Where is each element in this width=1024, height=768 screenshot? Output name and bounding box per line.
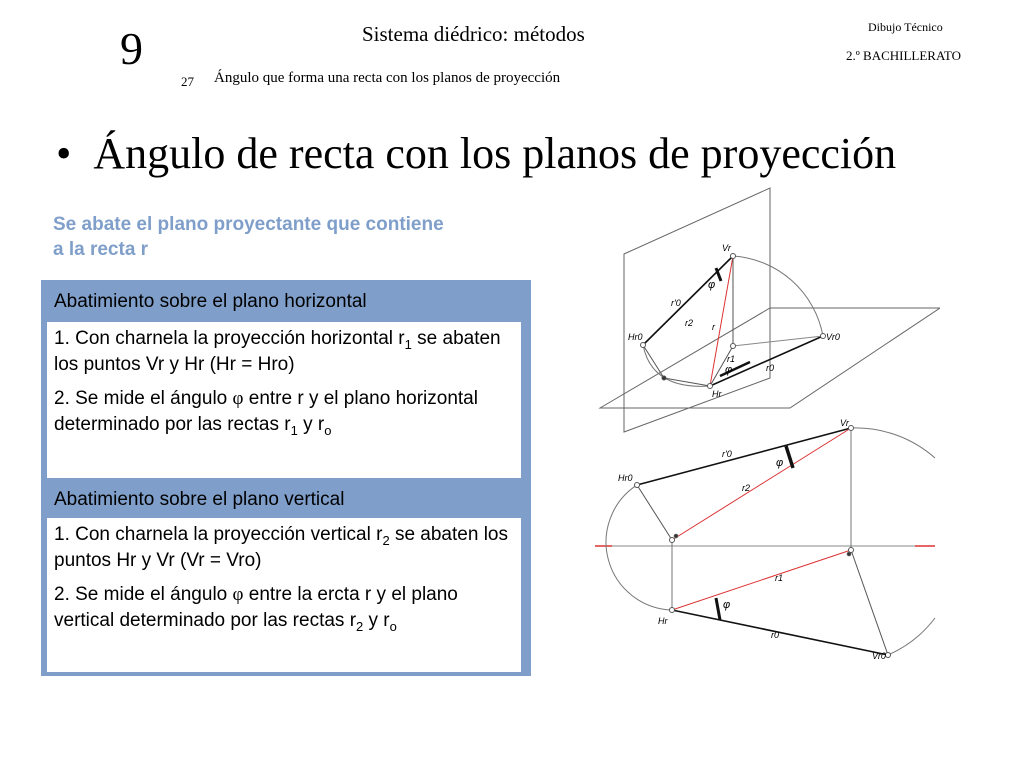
label-r0-bottom: r0 xyxy=(771,630,780,640)
label-phi-bottom: φ xyxy=(723,599,731,611)
horizontal-step-2: 2. Se mide el ángulo φ entre r y el plano horizontal determinado por las rectas $r_1$ y $r_o$ xyxy=(54,388,478,438)
label-hr-bottom: Hr xyxy=(658,616,668,626)
label-hr: Hr xyxy=(712,389,722,399)
horizontal-section-title: Abatimiento sobre el plano horizontal xyxy=(43,282,529,322)
geometry-diagrams xyxy=(590,178,940,668)
label-r1-bottom: r1 xyxy=(775,573,784,583)
label-r2-bottom: r2 xyxy=(742,483,751,493)
label-phi: φ xyxy=(708,279,716,291)
heading-text: Ángulo de recta con los planos de proyección xyxy=(93,129,897,178)
main-heading xyxy=(56,128,896,179)
intro-text: Se abate el plano proyectante que contiene a la recta r xyxy=(53,214,444,260)
phi-symbol: φ xyxy=(232,584,244,605)
label-r0-prime-bottom: r'0 xyxy=(722,449,732,459)
label-vr-bottom: Vr xyxy=(840,418,849,428)
label-r0-prime: r'0 xyxy=(671,298,681,308)
label-r0: r0 xyxy=(766,363,775,373)
vertical-step-2: 2. Se mide el ángulo φ entre la ercta r y el plano vertical determinado por las rectas $r_2$ y $r_o$ xyxy=(54,584,458,634)
heading-bullet: • xyxy=(56,129,72,178)
header-title: Sistema diédrico: métodos xyxy=(362,22,585,46)
label-vr0-bottom: Vr0 xyxy=(872,651,886,661)
label-hr0-bottom: Hr0 xyxy=(618,473,633,483)
vertical-section-body xyxy=(47,518,521,672)
page-number: 27 xyxy=(181,74,194,89)
steps-panel xyxy=(41,280,531,676)
label-r: r xyxy=(712,322,715,332)
label-r2: r2 xyxy=(685,318,694,328)
header-course: 2.º BACHILLERATO xyxy=(846,48,962,63)
label-phi-2: φ xyxy=(725,364,733,376)
label-vr: Vr xyxy=(722,243,731,253)
slide-subtitle: Ángulo que forma una recta con los planos de proyección xyxy=(214,70,561,86)
dihedral-diagram xyxy=(595,426,935,658)
label-hr0: Hr0 xyxy=(628,332,643,342)
label-vr0: Vr0 xyxy=(826,332,840,342)
horizontal-section-body xyxy=(47,322,521,478)
label-r1: r1 xyxy=(727,354,736,364)
chapter-number: 9 xyxy=(120,23,143,74)
horizontal-step-1: 1. Con charnela la proyección horizontal $r_1$ se abaten los puntos Vr y Hr (Hr = Hro) xyxy=(54,328,501,375)
vertical-section-title: Abatimiento sobre el plano vertical xyxy=(43,480,529,520)
header-subject: Dibujo Técnico xyxy=(868,20,943,34)
label-phi-top: φ xyxy=(776,457,784,469)
perspective-diagram xyxy=(600,188,940,432)
phi-symbol: φ xyxy=(232,388,244,409)
vertical-step-1: 1. Con charnela la proyección vertical $r_2$ se abaten los puntos Hr y Vr (Vr = Vro) xyxy=(54,524,508,571)
